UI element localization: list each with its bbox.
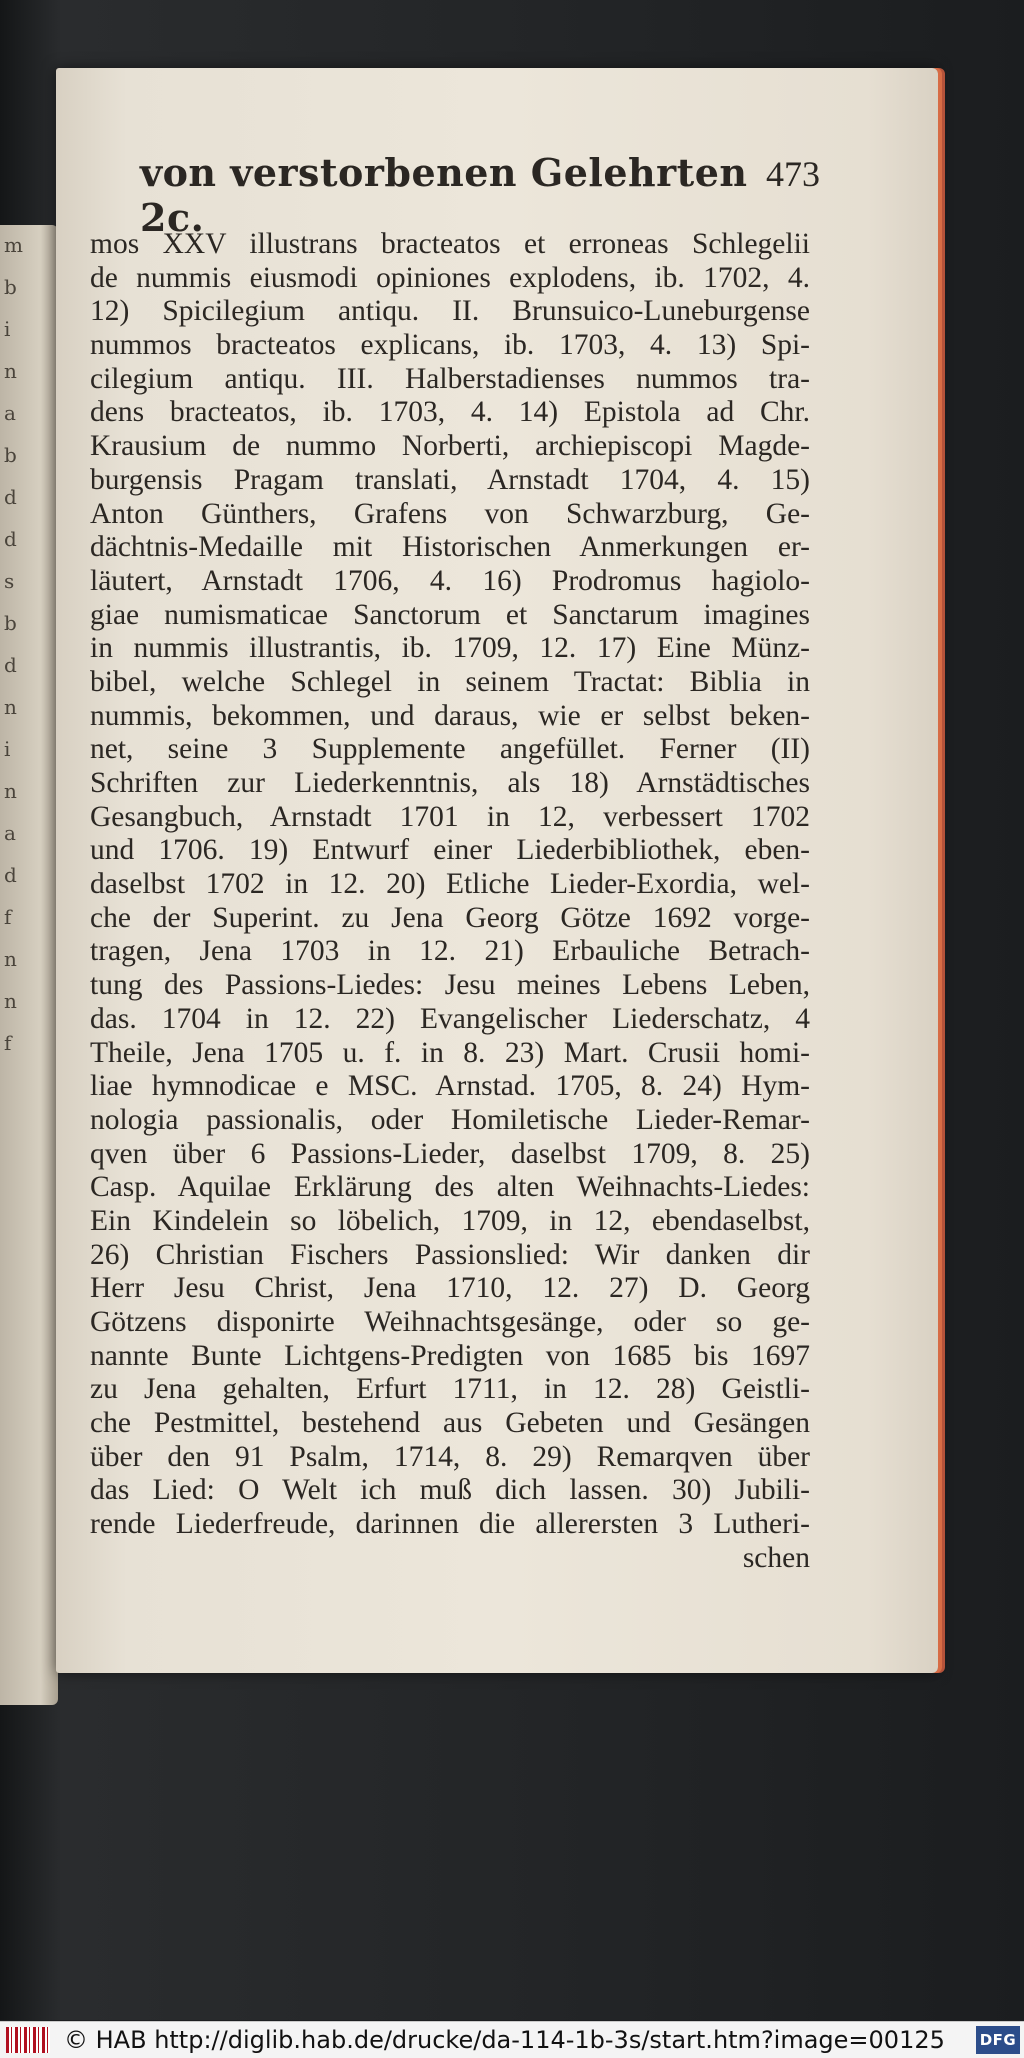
previous-page-fragment: d — [4, 527, 17, 551]
text-line: das Lied: O Welt ich muß dich lassen. 30) Jubili- — [90, 1474, 810, 1507]
previous-page-fragment: d — [4, 485, 17, 509]
previous-page-fragment: f — [4, 905, 12, 929]
previous-page-fragment: b — [4, 443, 17, 467]
previous-page-fragment: f — [4, 1031, 12, 1055]
text-line: burgensis Pragam translati, Arnstadt 1704, 4. 15) — [90, 463, 810, 496]
text-line: Schriften zur Liederkenntnis, als 18) Arnstädtisches — [90, 767, 810, 799]
text-line: das. 1704 in 12. 22) Evangelischer Liederschatz, 4 — [90, 1002, 810, 1035]
previous-page-fragment: n — [4, 947, 17, 971]
previous-page-fragment: a — [4, 401, 16, 425]
text-line: schen — [742, 1541, 810, 1574]
previous-page-fragment: n — [4, 695, 17, 719]
barcode-icon — [6, 2027, 50, 2053]
text-line: Casp. Aquilae Erklärung des alten Weihnachts-Liedes: — [90, 1171, 810, 1204]
previous-page-fragment: n — [4, 359, 17, 383]
text-line: dächtnis-Medaille mit Historischen Anmerkungen er- — [90, 531, 810, 564]
text-line: läutert, Arnstadt 1706, 4. 16) Prodromus hagiolo- — [90, 564, 810, 597]
previous-page-fragment: n — [4, 779, 17, 803]
text-line: net, seine 3 Supplemente angefüllet. Ferner (II) — [90, 733, 810, 766]
running-head: von verstorbenen Gelehrten 2c. — [140, 150, 748, 240]
previous-page-fragment: a — [4, 821, 16, 845]
previous-page-fragment: b — [4, 275, 17, 299]
text-line: che der Superint. zu Jena Georg Götze 1692 vorge- — [90, 901, 810, 934]
text-line: Krausium de nummo Norberti, archiepiscopi Magde- — [90, 430, 810, 463]
text-line: cilegium antiqu. III. Halberstadienses nummos tra- — [90, 362, 810, 395]
text-line: Ein Kindelein so löbelich, 1709, in 12, ebendaselbst, — [90, 1204, 810, 1237]
text-line: über den 91 Psalm, 1714, 8. 29) Remarqven über — [90, 1440, 810, 1473]
viewer-footer — [0, 2021, 1024, 2058]
text-line: daselbst 1702 in 12. 20) Etliche Lieder-Exordia, wel- — [90, 868, 810, 901]
text-line: dens bracteatos, ib. 1703, 4. 14) Epistola ad Chr. — [90, 396, 810, 429]
previous-page-fragment: b — [4, 611, 17, 635]
text-line: rende Liederfreude, darinnen die allerersten 3 Lutheri- — [90, 1508, 810, 1541]
page-header — [140, 150, 820, 240]
text-line: liae hymnodicae e MSC. Arnstad. 1705, 8. 24) Hym- — [90, 1070, 810, 1103]
text-line: zu Jena gehalten, Erfurt 1711, in 12. 28) Geistli- — [90, 1373, 810, 1406]
text-line: und 1706. 19) Entwurf einer Liederbibliothek, eben- — [90, 834, 810, 867]
text-line: in nummis illustrantis, ib. 1709, 12. 17) Eine Münz- — [90, 632, 810, 665]
text-line: nummos bracteatos explicans, ib. 1703, 4. 13) Spi- — [90, 329, 810, 362]
text-line: tung des Passions-Liedes: Jesu meines Lebens Leben, — [90, 969, 810, 1002]
text-line: qven über 6 Passions-Lieder, daselbst 1709, 8. 25) — [90, 1137, 810, 1170]
text-line: Gesangbuch, Arnstadt 1701 in 12, verbessert 1702 — [90, 800, 810, 833]
text-line: bibel, welche Schlegel in seinem Tractat: Biblia in — [90, 665, 810, 698]
body-text — [90, 228, 810, 1576]
text-line: Herr Jesu Christ, Jena 1710, 12. 27) D. Georg — [90, 1272, 810, 1305]
text-line: nannte Bunte Lichtgens-Predigten von 1685 bis 1697 — [90, 1339, 810, 1372]
text-line: Theile, Jena 1705 u. f. in 8. 23) Mart. Crusii homi- — [90, 1036, 810, 1069]
previous-page-edge — [0, 225, 58, 1705]
page-number: 473 — [766, 154, 820, 194]
text-line: nummis, bekommen, und daraus, wie er selbst beken- — [90, 699, 810, 732]
previous-page-fragment: n — [4, 989, 17, 1013]
previous-page-fragment: m — [4, 233, 23, 257]
text-line: Anton Günthers, Grafens von Schwarzburg, Ge- — [90, 497, 810, 530]
text-line: de nummis eiusmodi opiniones explodens, ib. 1702, 4. — [90, 261, 810, 294]
text-line: giae numismaticae Sanctorum et Sanctarum imagines — [90, 598, 810, 631]
text-line: 12) Spicilegium antiqu. II. Brunsuico-Luneburgense — [90, 295, 810, 328]
text-line: nologia passionalis, oder Homiletische Lieder-Remar- — [90, 1103, 810, 1136]
text-line: mos XXV illustrans bracteatos et erroneas Schlegelii — [90, 228, 810, 260]
copyright-url[interactable]: © HAB http://diglib.hab.de/drucke/da-114-1b-3s/start.htm?image=00125 — [64, 2026, 945, 2054]
previous-page-fragment: i — [4, 737, 11, 761]
text-line: che Pestmittel, bestehend aus Gebeten und Gesängen — [90, 1407, 810, 1440]
dfg-logo-icon: DFG — [976, 2026, 1020, 2054]
text-line: tragen, Jena 1703 in 12. 21) Erbauliche Betrach- — [90, 935, 810, 968]
previous-page-fragment: s — [4, 569, 15, 593]
previous-page-fragment: d — [4, 863, 17, 887]
text-line: Götzens disponirte Weihnachtsgesänge, oder so ge- — [90, 1306, 810, 1338]
text-line: 26) Christian Fischers Passionslied: Wir danken dir — [90, 1238, 810, 1271]
previous-page-fragment: d — [4, 653, 17, 677]
previous-page-fragment: i — [4, 317, 11, 341]
